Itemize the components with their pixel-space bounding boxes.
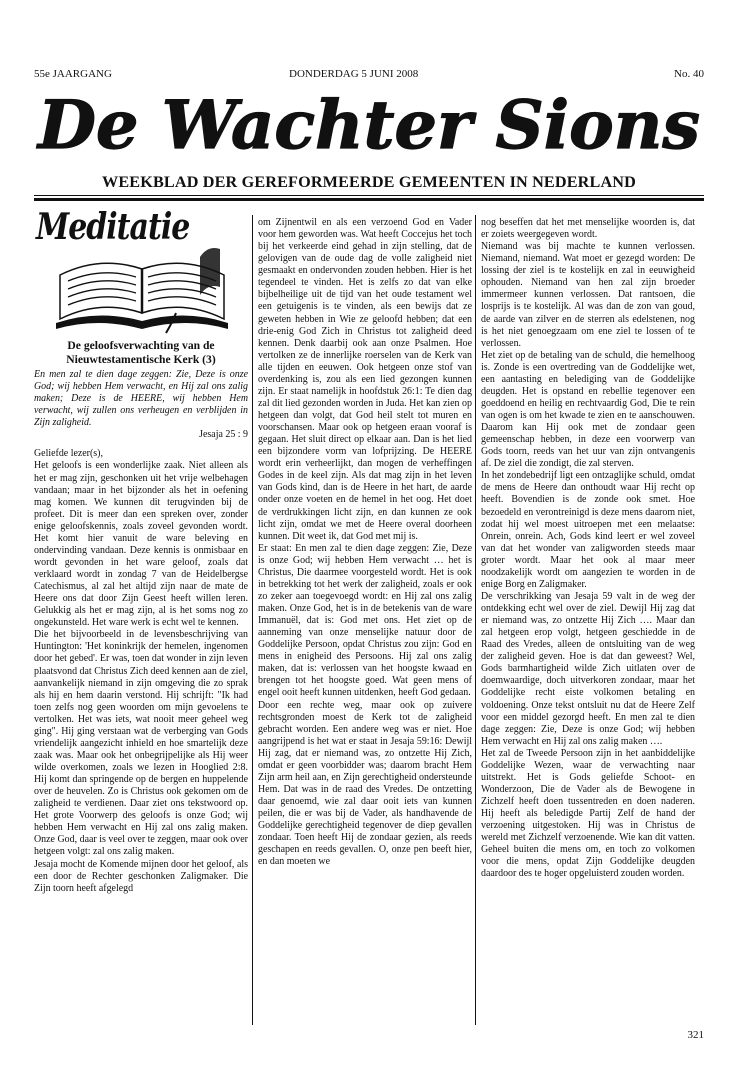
date-label: DONDERDAG 5 JUNI 2008 bbox=[289, 68, 419, 80]
column-3 bbox=[481, 217, 695, 880]
column-2 bbox=[258, 217, 472, 868]
verse-italic: En men zal te dien dage zeggen: Zie, Deze is onze God; wij hebben Hem verwacht, en Hij zal ons zalig maken; Deze is de HEERE, wij hebben Hem verwacht, wij zullen ons verheugen en verblijden in Zijn zaligheid. bbox=[34, 369, 248, 429]
paragraph: Het zal de Tweede Persoon zijn in het aanbiddelijke Goddelijke Wezen, waar de verwachting naar uitstrekt. Het is Gods geliefde Schoot- en Wonderzoon, Die de Vader als de Bewogene in Zichzelf heeft doen tussentreden en doen naderen. Hij heeft als beledigde Partij Zelf de hand der verzoening uitgestoken. Hij was in Christus de wereld met Zichzelf verzoenende. Wie kan dit vatten. Geheel buiten die mens om, en toch zo volkomen voor die mens, opdat Zijn Goddelijke deugden daardoor des te hoger opgeluisterd zouden worden. bbox=[481, 747, 695, 880]
paragraph: In het zondebedrijf ligt een ontzaglijke schuld, omdat de mens de Heere dan onthoudt waar Hij recht op heeft. Bovendien is de zonde ook smet. Hoe bezoedeld en verontreinigd is deze mens daarom niet, zodat hij wel moest uitroepen met een melaatse: Onrein, onrein. Ach, Gods kind leert er wel zoveel van dat het wonder van zaligworden steeds maar groter wordt. Maar het ook al maar meer noodzakelijk wordt om aangezien te worden in de enige Borg en Zaligmaker. bbox=[481, 470, 695, 590]
subtitle: WEEKBLAD DER GEREFORMEERDE GEMEENTEN IN NEDERLAND bbox=[102, 173, 636, 191]
verse-reference: Jesaja 25 : 9 bbox=[199, 429, 248, 441]
paragraph: Door een rechte weg, maar ook op zuivere rechtsgronden moest de Kerk tot de zaligheid gebracht worden. Een andere weg was er niet. Hoe aangrijpend is het wat er staat in Jesaja 59:16: Dewijl Hij zag, dat er niemand was, zo ontzette Hij Zich, omdat er geen voorbidder was; daarom bracht Hem Zijn arm heil aan, en Zijn gerechtigheid ondersteunde Hem. Dat was in de raad des Vredes. De ontzetting daar genoemd, wie zal daar ooit iets van kunnen peilen, die er was bij de Vader, als handhavende de Goddelijke gerechtigheid tegenover de diep gevallen zondaar. Toen heeft Hij de zondaar gezien, als reeds geschapen en reeds gevallen. O, onze pen beeft hier, en dan moeten we bbox=[258, 699, 472, 868]
issue-number: No. 40 bbox=[674, 68, 704, 80]
column-divider bbox=[252, 215, 253, 1025]
top-line bbox=[34, 68, 704, 82]
paragraph: De verschrikking van Jesaja 59 valt in de weg der ontdekking echt wel over de ziel. Dewijl Hij zag dat er niemand was, zo ontzette Hij Zich …. Maar dan zal hetgeen erop volgt, hetgeen geschiedde in de Raad des Vredes, alleen de ontsluiting van de weg der zaligheid geven. Hoe is dat dan geweest? Wel, Gods barmhartigheid wilde Zich uitlaten over de doemwaardige, doch uitverkoren zondaar, maar het Goddelijke recht eiste volkomen betaling en voldoening. Onze tekst ontsluit nu dat de Heere Zelf voor een middel gezorgd heeft. En men zal te dien dage zeggen: Zie, Deze is onze God; wij hebben Hem verwacht en Hij zal ons zalig maken …. bbox=[481, 590, 695, 747]
meditation-header bbox=[34, 206, 248, 339]
volume-label: 55e JAARGANG bbox=[34, 68, 112, 80]
paragraph: Er staat: En men zal te dien dage zeggen: Zie, Deze is onze God; wij hebben Hem verwacht … het is Christus, Die daarmee voorgesteld wordt. Het is ook in betrekking tot het werk der zaligheid, zoals er ook zo zeker aan toegevoegd wordt: en Hij zal ons zalig maken. Onze God, het is in de betekenis van de ware Immanuël, dat is: God met ons. Het ziet op de aanneming van onze menselijke natuur door de Goddelijke Persoon, opdat Christus zou zijn: God en mens in enigheid des Persoons. Hij zal ons zalig maken, dat is: verlossen van het hoogste kwaad en brengen tot het hoogste goed. Wat geen mens of engel ooit heeft kunnen uitdenken, heeft God gedaan. bbox=[258, 542, 472, 699]
masthead-title: De Wachter Sions bbox=[35, 86, 700, 158]
meditation-label: Meditatie bbox=[36, 206, 190, 249]
article-title: De geloofsverwachting van de Nieuwtestamentische Kerk (3) bbox=[66, 339, 216, 366]
column-1 bbox=[34, 206, 248, 895]
divider-thick bbox=[34, 198, 704, 201]
salutation: Geliefde lezer(s), bbox=[34, 448, 103, 460]
divider-thin bbox=[34, 195, 704, 196]
masthead-logo bbox=[34, 86, 704, 158]
masthead bbox=[34, 86, 704, 158]
paragraph: Die het bijvoorbeeld in de levensbeschrijving van Huntington: 'Het koninkrijk der hemelen, ingenomen door het gebed'. Er was, toen dat wonder in zijn leven plaatsvond dat Christus Zich deed kennen aan de ziel, aanvankelijk niemand in zijn omgeving die zo sprak als hij en hem daarin verstond. Hij schrijft: "Ik had toen zelfs nog geen woorden om mijn gevoelens te vertolken. Het was iets, wat nooit meer geheel weg ging". Hij ging verstaan wat de verberging van Gods vriendelijk aangezicht inhield en hoe smartelijk deze zaak was. Maar ook het onbegrijpelijke als Hij weer wilde overkomen, zoals we lezen in Hooglied 2:8. Hij komt dan springende op de bergen en huppelende over de heuvelen. Zo is Christus ook gekomen om de zaligheid te verdienen. Daar ziet ons tekstwoord op. Het grote Voorwerp des geloofs is onze God; wij hebben Hem verwacht en Hij zal ons zalig maken. Onze God, daar is veel over te zeggen, maar ook over hetgeen volgt: zal ons zalig maken. bbox=[34, 629, 248, 858]
paragraph: Het geloofs is een wonderlijke zaak. Niet alleen als het er mag zijn, geschonken uit het vrije welbehagen vandaan; maar in het bijzonder als het in oefening mag komen. We kunnen dit terugvinden bij de profeet. Dit is meer dan een spreken over, zonder enige geloofskennis, zoals zoveel gevonden wordt. Het komt hier vanuit de ware beleving en ondervinding vandaan. Deze kennis is onmisbaar en wordt gevonden in het ware geloof, zoals dat verklaard wordt in zondag 7 van de Heidelbergse Catechismus, al zal het altijd zijn naar de mate de Heere ons dat door Zijn Geest heeft willen leren. Gelukkig als het er mag zijn, al is het soms nog zo ongekunsteld. Het ware werk is echt wel te kennen. bbox=[34, 460, 248, 629]
paragraph: om Zijnentwil en als een verzoend God en Vader voor hem geworden was. Wat heeft Coccejus het toch bij het verkeerde eind gehad in zijn stelling, dat de gelovigen van de oude dag de volle zaligheid niet gesmaakt en ondervonden zouden hebben. Hier is het tegendeel te vinden. Het is zelfs zo dat van elke bijbelheilige uit de tijd van het oude testament wel een getuigenis is te vinden, als een bewijs dat ze geweten hebben in Wie ze geloofd hebben; dat een drie-enig God Zich in Christus tot zaligheid deed kennen. Denk daarbij ook aan onze Psalmen. Hoe vertolken ze de innerlijke roerselen van de Kerk van alle tijden en eeuwen. Ook hetgeen onze stof van overdenking is, zou als een lied gezongen kunnen zijn. Er staat namelijk in hoofdstuk 26:1: Te dien dag zal dit lied gezonden worden in Juda. Het kan zien op hetgeen dan volgt, dat God heil stelt tot muren en voorschansen. Maar ook op hetgeen eraan vooraf is gegaan. Het sluit direct op elkaar aan. Dan is het lied een bijzondere vorm van lofprijzing. De HEERE wordt erin verheerlijkt, dan mogen de verheffingen Godes in de keel zijn. Als dat mag zijn in het leven van Gods kind, dan is de Heere in het hart, de aarde onder onze voeten en de hemel in het oog. Het doet de verdrukkingen licht zijn, en dan kunnen ze ook licht zijn, omdat we met de Heere overal doorheen kunnen. Dit weet ik, dat God met mij is. bbox=[258, 217, 472, 542]
page-number: 321 bbox=[687, 1029, 704, 1041]
paragraph: nog beseffen dat het met menselijke woorden is, dat er zoiets weergegeven wordt. bbox=[481, 217, 695, 241]
open-bible-icon bbox=[48, 245, 236, 335]
paragraph: Het ziet op de betaling van de schuld, die hemelhoog is. Zonde is een overtreding van de Goddelijke wet, een aantasting en belediging van de Goddelijke deugden. Het is opstand en rebellie tegenover een goeddoend en heilig en rechtvaardig God, Die te rein van ogen is om het kwade te zien en te aanschouwen. Daarom kan Hij ook met de zondaar geen gemeenschap hebben, in deze een voorwerp van Gods toorn, reeds van het uur van zijn ontvangenis af. De ziel die zondigt, die zal sterven. bbox=[481, 349, 695, 470]
paragraph: Niemand was bij machte te kunnen verlossen. Niemand, niemand. Wat moet er gezegd worden: De lossing der ziel is te kostelijk en zal in eeuwigheid ophouden. Niemand van hen zal zijn broeder immermeer kunnen verlossen. Dat rantsoen, die losprijs is te kostelijk. Al was dan de zon van goud, de aarde van zilver en de sterren als edelstenen, nog is het niet genoegzaam om ene ziel te lossen of te verlossen. bbox=[481, 241, 695, 349]
column-divider bbox=[475, 215, 476, 1025]
verse-text bbox=[34, 369, 248, 429]
paragraph: Jesaja mocht de Komende mijnen door het geloof, als een door de Rechter geschonken Zaligmaker. Die Zijn toorn heeft afgelegd bbox=[34, 858, 248, 894]
